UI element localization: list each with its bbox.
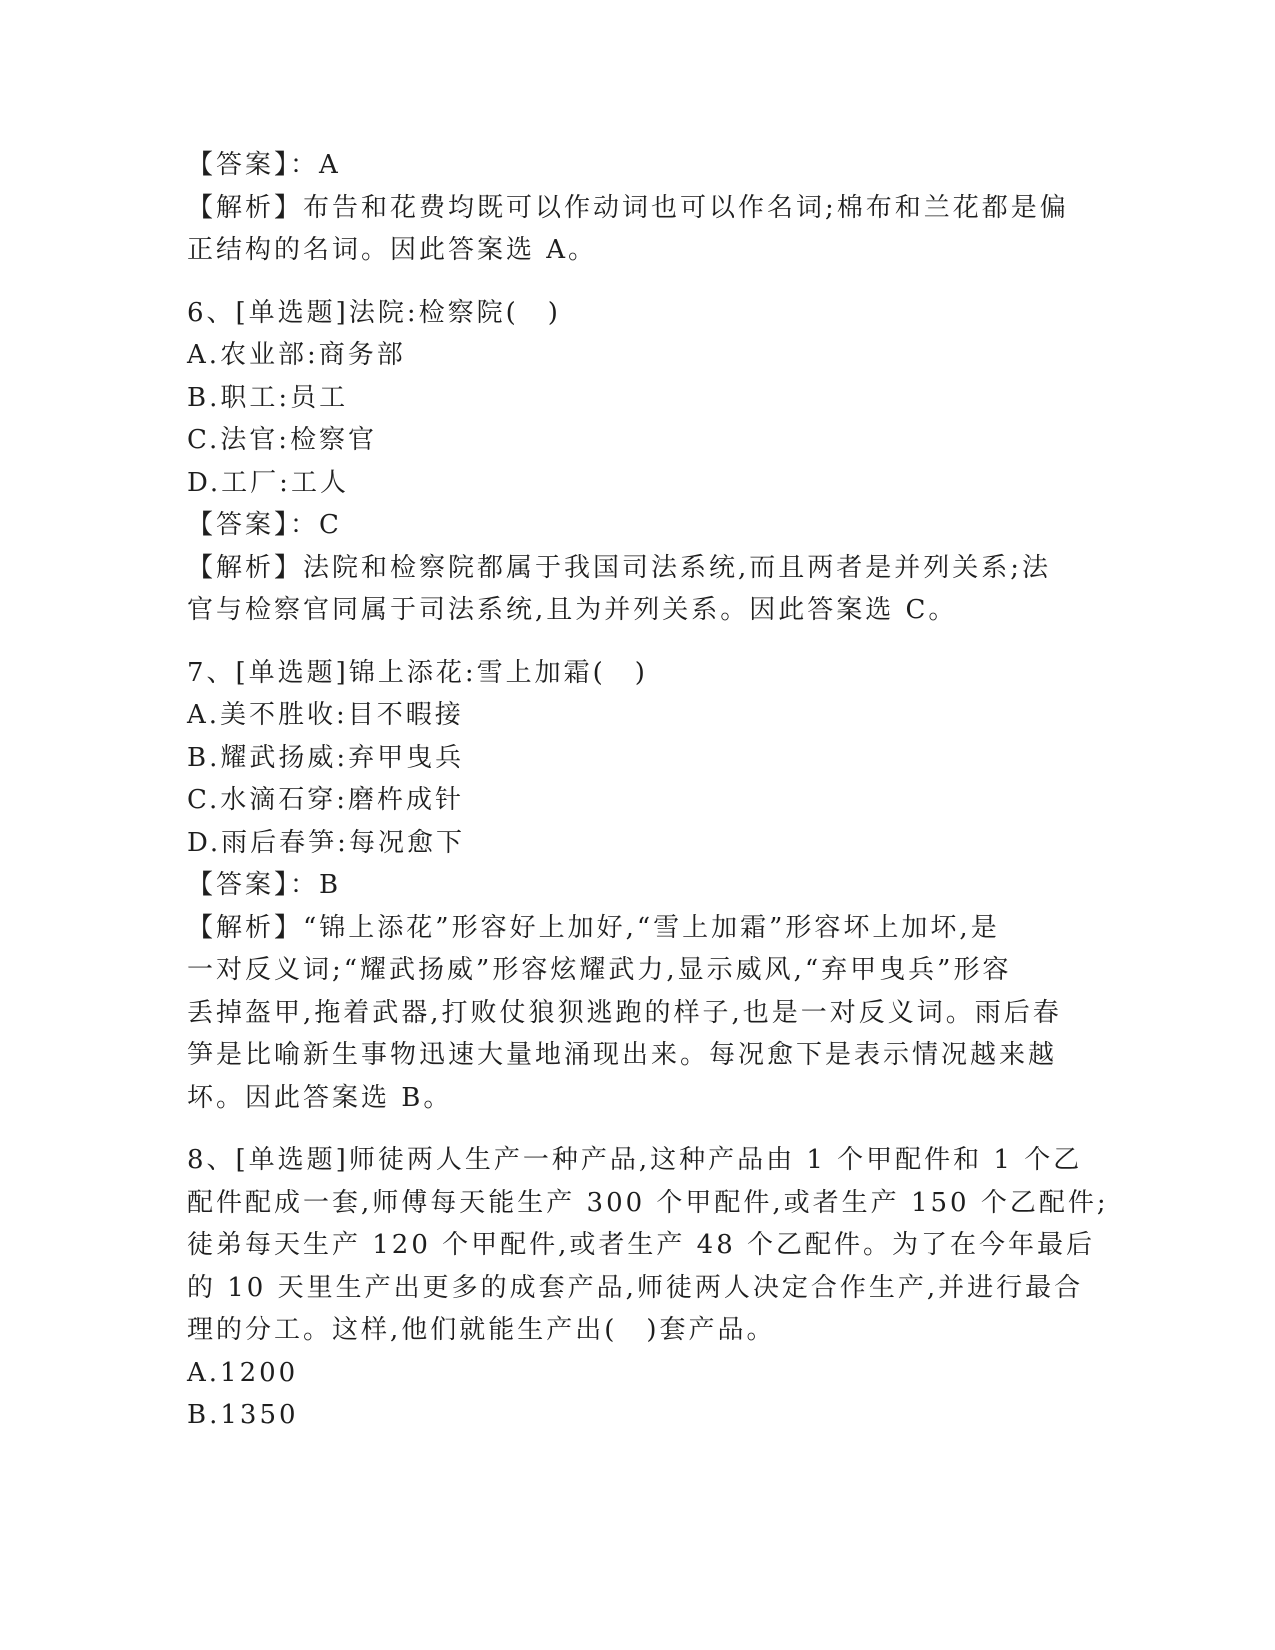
- option-c: C.水滴石穿:磨杵成针: [187, 785, 464, 815]
- question-6-block: [187, 292, 1067, 632]
- answer-line: 【答案】：C: [187, 510, 342, 540]
- question-8-block: [187, 1139, 1109, 1437]
- option-d: D.雨后春笋:每况愈下: [187, 827, 465, 858]
- question-stem-line: 的 10 天里生产出更多的成套产品,师徒两人决定合作生产,并进行最合: [187, 1272, 1084, 1303]
- question-stem-line: 配件配成一套,师傅每天能生产 300 个甲配件,或者生产 150 个乙配件;: [187, 1187, 1109, 1218]
- analysis-line: 一对反义词;“耀武扬威”形容炫耀武力,显示威风,“弃甲曳兵”形容: [187, 955, 1012, 985]
- analysis-line: 丢掉盔甲,拖着武器,打败仗狼狈逃跑的样子,也是一对反义词。雨后春: [187, 997, 1062, 1028]
- analysis-line: 坏。因此答案选 B。: [187, 1082, 453, 1113]
- analysis-line: 官与检察官同属于司法系统,且为并列关系。因此答案选 C。: [187, 595, 958, 625]
- analysis-line: 【解析】法院和检察院都属于我国司法系统,而且两者是并列关系;法: [187, 552, 1052, 583]
- option-b: B.职工:员工: [187, 382, 349, 413]
- document-content: [187, 144, 1109, 1437]
- option-d: D.工厂:工人: [187, 467, 349, 498]
- option-b: B.耀武扬威:弃甲曳兵: [187, 742, 465, 773]
- prev-question-block: [187, 144, 1067, 272]
- option-b: B.1350: [187, 1400, 299, 1430]
- option-a: A.农业部:商务部: [187, 340, 406, 370]
- question-stem-line: 8、[单选题]师徒两人生产一种产品,这种产品由 1 个甲配件和 1 个乙: [187, 1145, 1083, 1175]
- option-a: A.美不胜收:目不暇接: [187, 700, 464, 730]
- analysis-line: 【解析】布告和花费均既可以作动词也可以作名词;棉布和兰花都是偏: [187, 192, 1069, 223]
- option-a: A.1200: [187, 1357, 299, 1388]
- option-c: C.法官:检察官: [187, 425, 377, 455]
- question-stem: 7、[单选题]锦上添花:雪上加霜( ): [187, 657, 648, 688]
- question-7-block: [187, 652, 1067, 1120]
- question-stem: 6、[单选题]法院:检察院( ): [187, 297, 561, 328]
- answer-line: 【答案】：B: [187, 870, 342, 900]
- analysis-line: 笋是比喻新生事物迅速大量地涌现出来。每况愈下是表示情况越来越: [187, 1040, 1058, 1070]
- answer-line: 【答案】：A: [187, 150, 341, 180]
- question-stem-line: 理的分工。这样,他们就能生产出( )套产品。: [187, 1315, 776, 1345]
- question-stem-line: 徒弟每天生产 120 个甲配件,或者生产 48 个乙配件。为了在今年最后: [187, 1230, 1096, 1260]
- analysis-line: 【解析】“锦上添花”形容好上加好,“雪上加霜”形容坏上加坏,是: [187, 912, 1000, 943]
- analysis-line: 正结构的名词。因此答案选 A。: [187, 235, 598, 265]
